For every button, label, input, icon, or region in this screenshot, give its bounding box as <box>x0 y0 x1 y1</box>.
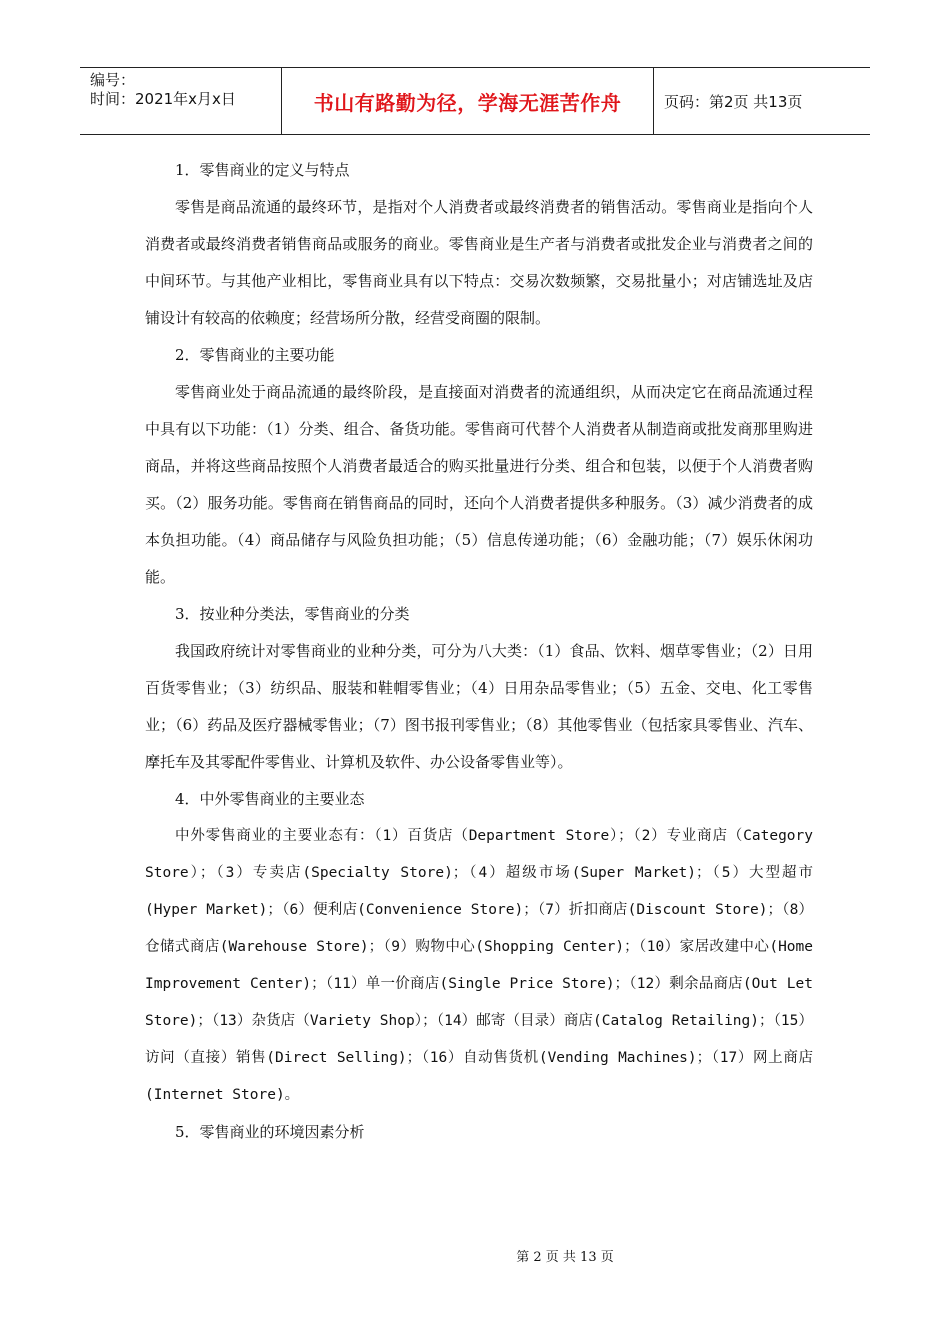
document-number-label: 编号： <box>90 71 136 89</box>
document-time-label: 时间：2021年x月x日 <box>90 90 236 108</box>
section-paragraph: 零售是商品流通的最终环节，是指对个人消费者或最终消费者的销售活动。零售商业是指向个人消费者或最终消费者销售商品或服务的商业。零售商业是生产者与消费者或批发企业与消费者之间的中间环节。与其他产业相比，零售商业具有以下特点：交易次数频繁，交易批量小；对店铺选址及店铺设计有较高的依赖度；经营场所分散，经营受商圈的限制。 <box>145 198 813 327</box>
section-paragraph: 我国政府统计对零售商业的业种分类，可分为八大类：（1）食品、饮料、烟草零售业；（2）日用百货零售业；（3）纺织品、服装和鞋帽零售业；（4）日用杂品零售业；（5）五金、交电、化工零售业；（6）药品及医疗器械零售业；（7）图书报刊零售业；（8）其他零售业（包括家具零售业、汽车、摩托车及其零配件零售业、计算机及软件、办公设备零售业等）。 <box>145 642 813 771</box>
page-footer: 第 2 页 共 13 页 <box>516 1250 614 1265</box>
document-body <box>145 152 813 1151</box>
section-paragraph: 中外零售商业的主要业态有：（1）百货店（Department Store）；（2）专业商店（Category Store）；（3）专卖店(Specialty Store)；（4）超级市场(Super Market)；（5）大型超市(Hyper Market)；（6）便利店(Convenience Store)；（7）折扣商店(Discount Store)；（8）仓储式商店(Warehouse Store)；（9）购物中心(Shopping Center)；（10）家居改建中心(Home Improvement Center)；（11）单一价商店(Single Price Store)；（12）剩余品商店(Out Let Store)；（13）杂货店（Variety Shop）；（14）邮寄（目录）商店(Catalog Retailing)；（15）访问（直接）销售(Direct Selling)；（16）自动售货机(Vending Machines)；（17）网上商店(Internet Store)。 <box>145 828 813 1103</box>
section-paragraph: 零售商业处于商品流通的最终阶段，是直接面对消费者的流通组织，从而决定它在商品流通过程中具有以下功能：（1）分类、组合、备货功能。零售商可代替个人消费者从制造商或批发商那里购进商品，并将这些商品按照个人消费者最适合的购买批量进行分类、组合和包装，以便于个人消费者购买。（2）服务功能。零售商在销售商品的同时，还向个人消费者提供多种服务。（3）减少消费者的成本负担功能。（4）商品储存与风险负担功能；（5）信息传递功能；（6）金融功能；（7）娱乐休闲功能。 <box>145 383 813 586</box>
header-motto: 书山有路勤为径，学海无涯苦作舟 <box>313 90 622 115</box>
section-heading: 3．按业种分类法，零售商业的分类 <box>175 605 410 623</box>
header-meta <box>80 68 282 134</box>
section-heading: 5．零售商业的环境因素分析 <box>175 1123 365 1141</box>
header-motto-cell <box>282 68 654 134</box>
page-header <box>80 67 870 135</box>
header-page-info: 页码：第2页 共13页 <box>664 92 803 111</box>
section-heading: 4．中外零售商业的主要业态 <box>175 790 365 808</box>
section-heading: 1．零售商业的定义与特点 <box>175 161 350 179</box>
section-heading: 2．零售商业的主要功能 <box>175 346 335 364</box>
